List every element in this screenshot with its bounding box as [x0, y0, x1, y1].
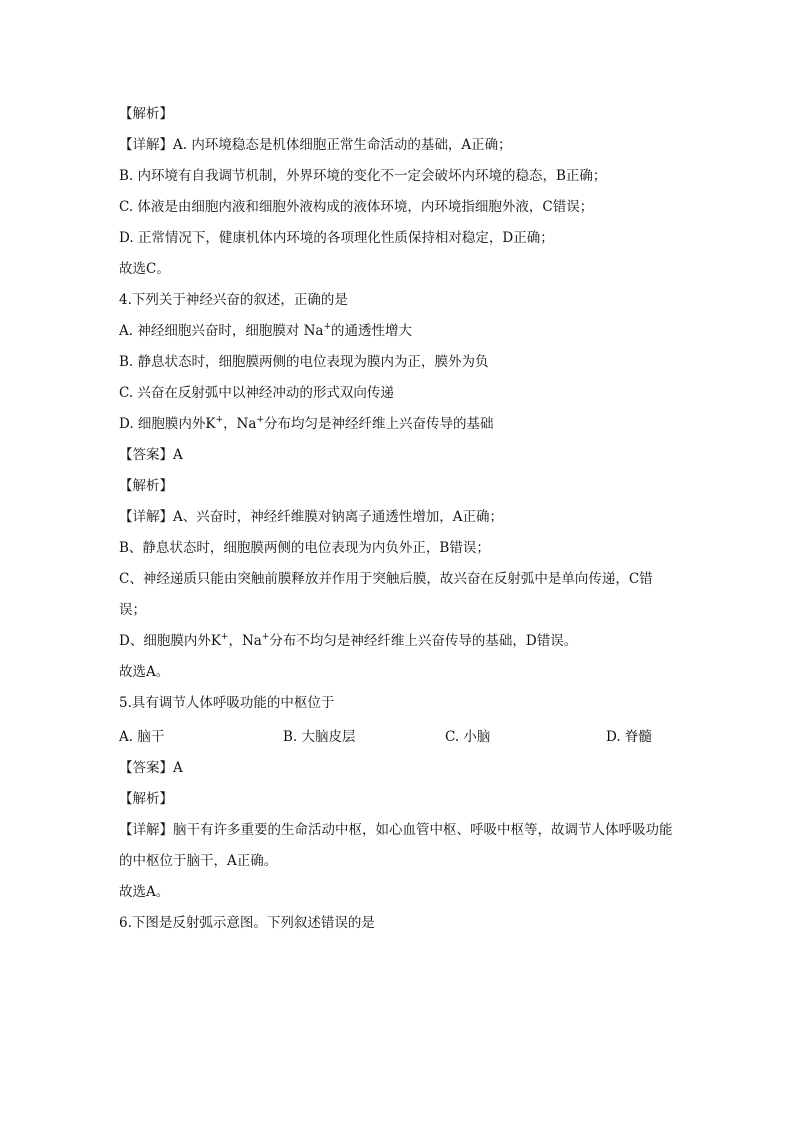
q3-analysis-label: 【解析】: [119, 106, 173, 122]
q4-option-a: [119, 321, 679, 341]
q3-detail-a: 【详解】A. 内环境稳态是机体细胞正常生命活动的基础，A正确；: [119, 137, 512, 153]
q5-option-a: A. 脑干: [119, 729, 165, 745]
q5-answer: 【答案】A: [119, 760, 183, 776]
q4-option-a-text: A. 神经细胞兴奋时，细胞膜对 Na: [119, 323, 324, 339]
q5-conclusion: 故选A。: [119, 884, 170, 900]
q3-detail-d: D. 正常情况下，健康机体内环境的各项理化性质保持相对稳定，D正确；: [119, 230, 554, 246]
q4-detail-b: B、静息状态时，细胞膜两侧的电位表现为内负外正，B错误；: [119, 540, 490, 556]
q4-option-d-sup2: +: [256, 414, 264, 425]
q4-conclusion: 故选A。: [119, 664, 170, 680]
q4-detail-d-mid: ，Na: [228, 633, 262, 649]
q4-analysis-label: 【解析】: [119, 478, 173, 494]
q6-stem: 6.下图是反射弧示意图。下列叙述错误的是: [119, 915, 375, 931]
q4-detail-d: [119, 631, 679, 651]
q4-answer: 【答案】A: [119, 447, 183, 463]
q4-detail-c: C、神经递质只能由突触前膜释放并作用于突触后膜，故兴奋在反射弧中是单向传递，C错误；: [119, 571, 653, 618]
q5-option-b: B. 大脑皮层: [283, 729, 356, 745]
q4-option-a-tail: 的通透性增大: [331, 323, 413, 339]
q5-detail: 【详解】脑干有许多重要的生命活动中枢，如心血管中枢、呼吸中枢等，故调节人体呼吸功能的中枢位于脑干，A正确。: [119, 822, 673, 869]
q5-option-d: D. 脊髓: [606, 729, 652, 745]
q5-stem: 5.具有调节人体呼吸功能的中枢位于: [119, 695, 335, 711]
q3-detail-b: B. 内环境有自我调节机制，外界环境的变化不一定会破坏内环境的稳态，B正确；: [119, 168, 607, 184]
q4-option-d-mid: ，Na: [223, 416, 257, 432]
q3-detail-c: C. 体液是由细胞内液和细胞外液构成的液体环境，内环境指细胞外液，C错误；: [119, 199, 594, 215]
q4-stem: 4.下列关于神经兴奋的叙述，正确的是: [119, 292, 348, 308]
q4-detail-a: 【详解】A、兴奋时，神经纤维膜对钠离子通透性增加，A正确；: [119, 509, 503, 525]
q4-option-d-sup1: +: [215, 414, 224, 425]
q4-detail-d-text: D、细胞膜内外K: [119, 633, 221, 649]
q4-option-d-tail: 分布均匀是神经纤维上兴奋传导的基础: [263, 416, 494, 432]
q5-option-c: C. 小脑: [445, 729, 491, 745]
q3-conclusion: 故选C。: [119, 261, 170, 277]
q4-option-b: B. 静息状态时，细胞膜两侧的电位表现为膜内为正，膜外为负: [119, 354, 489, 370]
q4-option-c: C. 兴奋在反射弧中以神经冲动的形式双向传递: [119, 385, 394, 401]
q4-option-a-sup: +: [323, 321, 332, 332]
q4-option-d: [119, 414, 679, 434]
q4-detail-d-sup2: +: [261, 631, 270, 642]
q5-analysis-label: 【解析】: [119, 791, 173, 807]
q4-option-d-text: D. 细胞膜内外K: [119, 416, 216, 432]
q4-detail-d-tail: 分布不均匀是神经纤维上兴奋传导的基础，D错误。: [269, 633, 578, 649]
q4-detail-d-sup1: +: [220, 631, 229, 642]
